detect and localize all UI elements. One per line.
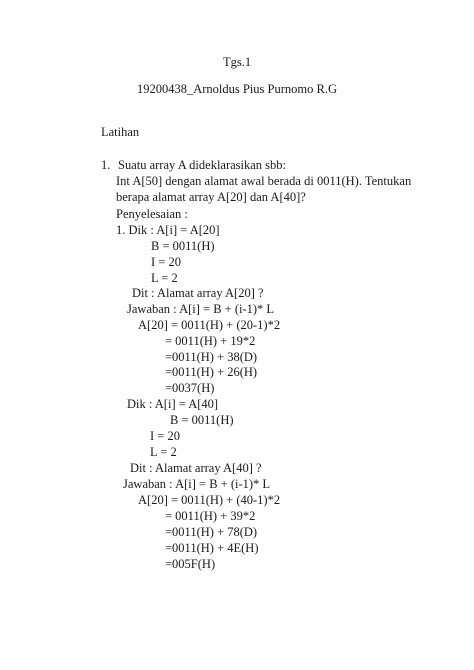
part2-step: = 0011(H) + 39*2 [165,509,256,523]
part2-step: A[20] = 0011(H) + (40-1)*2 [138,493,281,507]
part1-result: =0037(H) [165,381,215,395]
part2-result: =005F(H) [165,557,216,571]
part1-step: =0011(H) + 26(H) [165,365,258,379]
part1-l: L = 2 [151,271,178,285]
part1-step: =0011(H) + 38(D) [165,350,258,364]
part1-b: B = 0011(H) [151,239,215,253]
part2-l: L = 2 [150,445,177,459]
question-line-2: Int A[50] dengan alamat awal berada di 0011(H). Tentukan [116,174,412,188]
solution-label: Penyelesaian : [116,207,188,221]
part2-dit: Dit : Alamat array A[40] ? [130,461,262,475]
question-number: 1. [101,158,111,172]
question-line-3: berapa alamat array A[20] dan A[40]? [116,190,306,204]
part2-step: =0011(H) + 78(D) [165,525,258,539]
part2-b: B = 0011(H) [170,413,234,427]
section-heading: Latihan [101,125,140,139]
part2-step: =0011(H) + 4E(H) [165,541,259,555]
part1-dit: Dit : Alamat array A[20] ? [132,286,264,300]
part2-dik: Dik : A[i] = A[40] [127,397,219,411]
question-text: Suatu array A dideklarasikan sbb: [118,158,287,172]
part2-i: I = 20 [150,429,180,443]
part2-jawaban: Jawaban : A[i] = B + (i-1)* L [123,477,271,491]
document-title: Tgs.1 [222,55,252,69]
part1-step: = 0011(H) + 19*2 [165,334,256,348]
part1-step: A[20] = 0011(H) + (20-1)*2 [138,318,281,332]
part1-i: I = 20 [151,255,181,269]
author-line: 19200438_Arnoldus Pius Purnomo R.G [136,82,338,96]
part1-dik: 1. Dik : A[i] = A[20] [116,223,220,237]
part1-jawaban: Jawaban : A[i] = B + (i-1)* L [127,302,275,316]
